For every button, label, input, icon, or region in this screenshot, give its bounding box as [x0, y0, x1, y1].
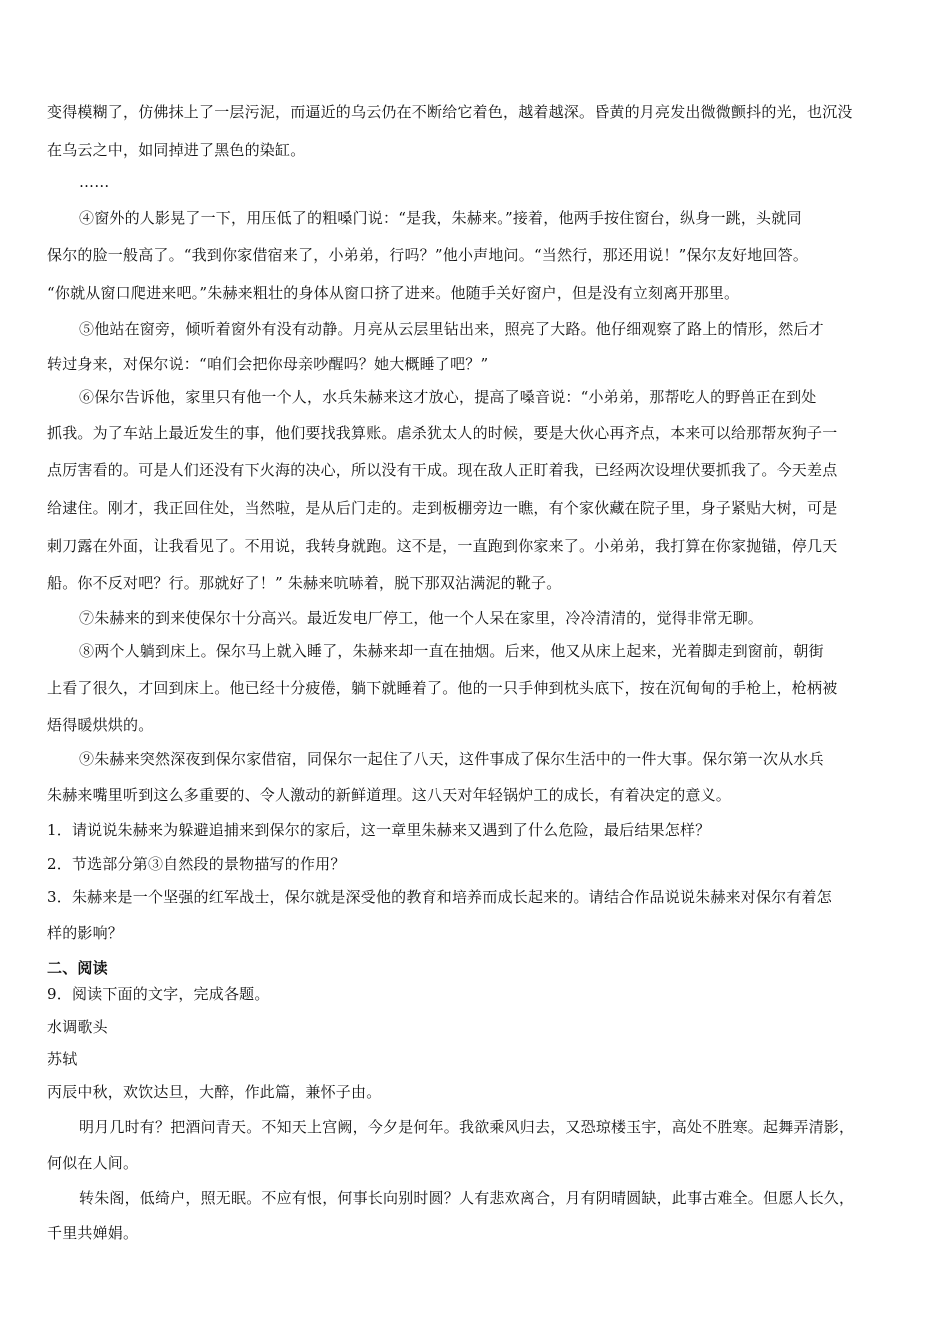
paragraph-5-line: 转过身来，对保尔说：“咱们会把你母亲吵醒吗？她大概睡了吧？” [47, 355, 489, 373]
stanza-2-line: 转朱阁，低绮户，照无眠。不应有恨，何事长向别时圆？人有悲欢离合，月有阴晴圆缺，此事古难全。但愿人长久， [79, 1189, 855, 1207]
text-line: 在乌云之中，如同掉进了黑色的染缸。 [47, 141, 306, 159]
paragraph-8-line: ⑧两个人躺到床上。保尔马上就入睡了，朱赫来却一直在抽烟。后来，他又从床上起来，光着脚走到窗前，朝街 [79, 642, 824, 660]
paragraph-6-line: 给逮住。刚才，我正回住处，当然啦，是从后门走的。走到板棚旁边一瞧，有个家伙藏在院子里，身子紧贴大树，可是 [47, 499, 838, 517]
paragraph-4-line: “你就从窗口爬进来吧。”朱赫来粗壮的身体从窗口挤了进来。他随手关好窗户，但是没有立刻离开那里。 [47, 284, 740, 302]
paragraph-4-line: ④窗外的人影晃了一下，用压低了的粗嗓门说：“是我，朱赫来。”接着，他两手按住窗台，纵身一跳，头就同 [79, 209, 802, 227]
question-3-line: 3．朱赫来是一个坚强的红军战士，保尔就是深受他的教育和培养而成长起来的。请结合作品说说朱赫来对保尔有着怎 [47, 888, 832, 906]
text-line: 变得模糊了，仿佛抹上了一层污泥，而逼近的乌云仍在不断给它着色，越着越深。昏黄的月亮发出微微颤抖的光，也沉没 [47, 103, 853, 121]
question-2: 2．节选部分第③自然段的景物描写的作用？ [47, 855, 346, 873]
paragraph-8-line: 上看了很久，才回到床上。他已经十分疲倦，躺下就睡着了。他的一只手伸到枕头底下，按在沉甸甸的手枪上，枪柄被 [47, 679, 838, 697]
section-heading: 二、阅读 [47, 959, 108, 977]
stanza-1-line: 明月几时有？把酒问青天。不知天上宫阙，今夕是何年。我欲乘风归去，又恐琼楼玉宇，高处不胜寒。起舞弄清影， [79, 1118, 855, 1136]
paragraph-6-line: 刺刀露在外面，让我看见了。不用说，我转身就跑。这不是，一直跑到你家来了。小弟弟，我打算在你家抛锚，停几天 [47, 537, 838, 555]
paragraph-9-line: 朱赫来嘴里听到这么多重要的、令人激动的新鲜道理。这八天对年轻锅炉工的成长，有着决定的意义。 [47, 786, 732, 804]
paragraph-6-line: 点厉害看的。可是人们还没有下火海的决心，所以没有干成。现在敌人正盯着我，已经两次设埋伏要抓我了。今天差点 [47, 461, 838, 479]
question-3-line: 样的影响？ [47, 924, 124, 942]
ellipsis: …… [79, 173, 110, 191]
paragraph-8-line: 焐得暖烘烘的。 [47, 716, 154, 734]
paragraph-5-line: ⑤他站在窗旁，倾听着窗外有没有动静。月亮从云层里钻出来，照亮了大路。他仔细观察了路上的情形，然后才 [79, 320, 824, 338]
stanza-2-line: 千里共婵娟。 [47, 1224, 139, 1242]
poem-author: 苏轼 [47, 1050, 78, 1068]
question-1: 1．请说说朱赫来为躲避追捕来到保尔的家后，这一章里朱赫来又遇到了什么危险，最后结果怎样？ [47, 821, 711, 839]
paragraph-9-line: ⑨朱赫来突然深夜到保尔家借宿，同保尔一起住了八天，这件事成了保尔生活中的一件大事。保尔第一次从水兵 [79, 750, 824, 768]
paragraph-6-line: 抓我。为了车站上最近发生的事，他们要找我算账。虐杀犹太人的时候，要是大伙心再齐点，本来可以给那帮灰狗子一 [47, 424, 838, 442]
poem-title: 水调歌头 [47, 1018, 108, 1036]
paragraph-4-line: 保尔的脸一般高了。“我到你家借宿来了，小弟弟，行吗？”他小声地问。“当然行，那还用说！”保尔友好地回答。 [47, 246, 809, 264]
question-9: 9．阅读下面的文字，完成各题。 [47, 985, 270, 1003]
poem-preface: 丙辰中秋，欢饮达旦，大醉，作此篇，兼怀子由。 [47, 1083, 382, 1101]
stanza-1-line: 何似在人间。 [47, 1154, 139, 1172]
paragraph-6-line: 船。你不反对吧？行。那就好了！” 朱赫来吭哧着，脱下那双沾满泥的靴子。 [47, 574, 562, 592]
paragraph-7-line: ⑦朱赫来的到来使保尔十分高兴。最近发电厂停工，他一个人呆在家里，冷冷清清的，觉得非常无聊。 [79, 609, 764, 627]
paragraph-6-line: ⑥保尔告诉他，家里只有他一个人，水兵朱赫来这才放心，提高了嗓音说：“小弟弟，那帮吃人的野兽正在到处 [79, 388, 817, 406]
